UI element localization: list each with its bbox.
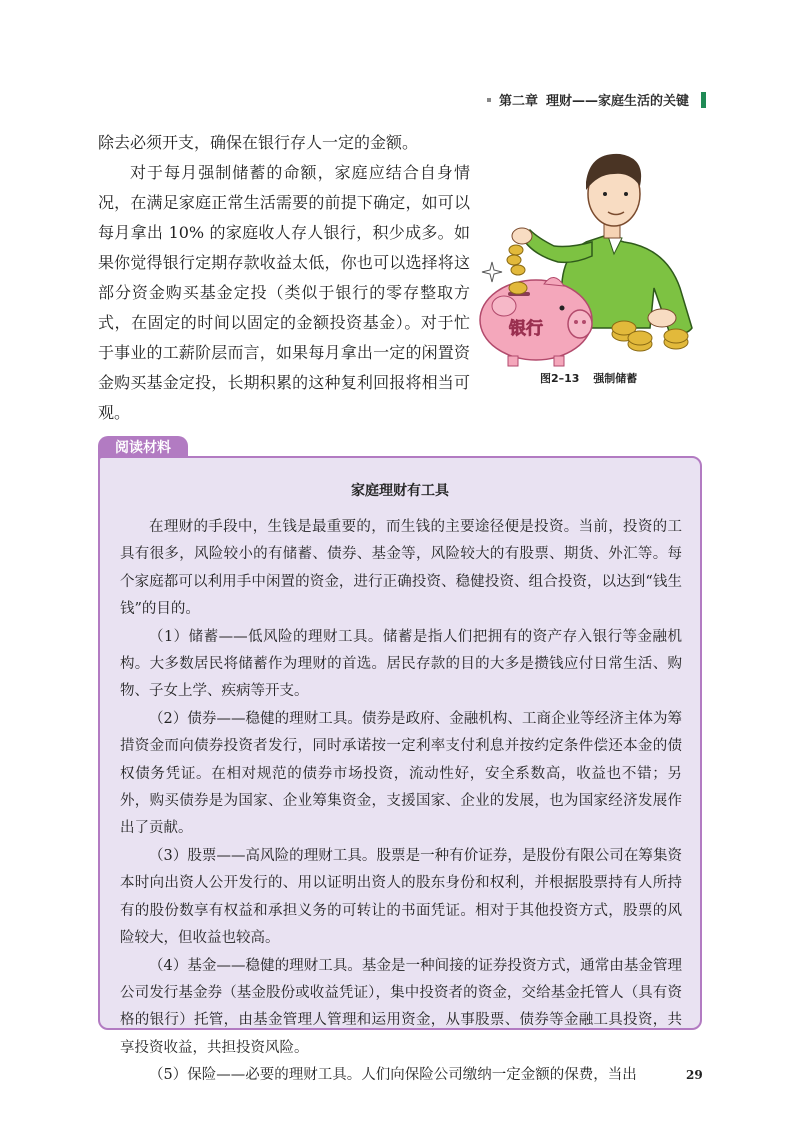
main-text [98, 128, 470, 428]
reading-paragraph: （2）债券——稳健的理财工具。债券是政府、金融机构、工商企业等经济主体为筹措资金而向债券投资者发行，同时承诺按一定利率支付利息并按约定条件偿还本金的债权债务凭证。在相对规范的债券市场投资，流动性好，安全系数高，收益也不错；另外，购买债券是为国家、企业筹集资金，支援国家、企业的发展，也为国家经济发展作出了贡献。 [120, 710, 682, 837]
header-dot-icon [487, 98, 491, 102]
header-bar-icon [701, 92, 706, 108]
figure-caption-number: 图2–13 [540, 372, 580, 385]
figure-caption [540, 370, 647, 386]
piggy-bank-label: 银行 [509, 319, 543, 339]
figure-caption-title: 强制储蓄 [593, 372, 638, 385]
reading-title: 家庭理财有工具 [351, 483, 449, 499]
reading-tab: 阅读材料 [98, 436, 188, 460]
reading-paragraph: 在理财的手段中，生钱是最重要的，而生钱的主要途径便是投资。当前，投资的工具有很多，风险较小的有储蓄、债券、基金等，风险较大的有股票、期货、外汇等。每个家庭都可以利用手中闲置的资金，进行正确投资、稳健投资、组合投资，以达到“钱生钱”的目的。 [120, 519, 682, 618]
header-chapter: 第二章 [498, 94, 538, 109]
main-paragraph-1: 除去必须开支，确保在银行存人一定的金额。 [98, 133, 419, 152]
page-number: 29 [686, 1068, 703, 1082]
main-paragraph-2: 对于每月强制储蓄的命额，家庭应结合自身情况，在满足家庭正常生活需要的前提下确定，如可以每月拿出 10% 的家庭收人存人银行，积少成多。如果你觉得银行定期存款收益太低，你也可以选择将这部分资金购买基金定投（类似于银行的零存整取方式，在固定的时间以固定的金额投资基金）。对于忙于事业的工薪阶层而言，如果每月拿出一定的闲置资金购买基金定投，长期积累的这种复利回报将相当可观。 [98, 163, 470, 422]
running-header [487, 90, 706, 109]
header-title: 理财——家庭生活的关键 [545, 94, 689, 109]
reading-paragraph: （1）储蓄——低风险的理财工具。储蓄是指人们把拥有的资产存入银行等金融机构。大多数居民将储蓄作为理财的首选。居民存款的目的大多是攒钱应付日常生活、购物、子女上学、疾病等开支。 [120, 628, 682, 700]
reading-paragraph: （5）保险——必要的理财工具。人们向保险公司缴纳一定金额的保费，当出 [149, 1067, 637, 1084]
figure-forced-saving [474, 138, 720, 370]
reading-paragraph: （4）基金——稳健的理财工具。基金是一种间接的证券投资方式，通常由基金管理公司发行基金券（基金股份或收益凭证），集中投资者的资金，交给基金托管人（具有资格的银行）托管，由基金管理人管理和运用资金，从事股票、债券等金融工具投资，共享投资收益，共担投资风险。 [120, 957, 682, 1056]
reading-paragraph: （3）股票——高风险的理财工具。股票是一种有价证券，是股份有限公司在筹集资本时向出资人公开发行的、用以证明出资人的股东身份和权利，并根据股票持有人所持有的股份数享有权益和承担义务的可转让的书面凭证。相对于其他投资方式，股票的风险较大，但收益也较高。 [120, 847, 682, 947]
reading-body [100, 514, 700, 1090]
man-saving-coins-illustration [474, 138, 720, 370]
